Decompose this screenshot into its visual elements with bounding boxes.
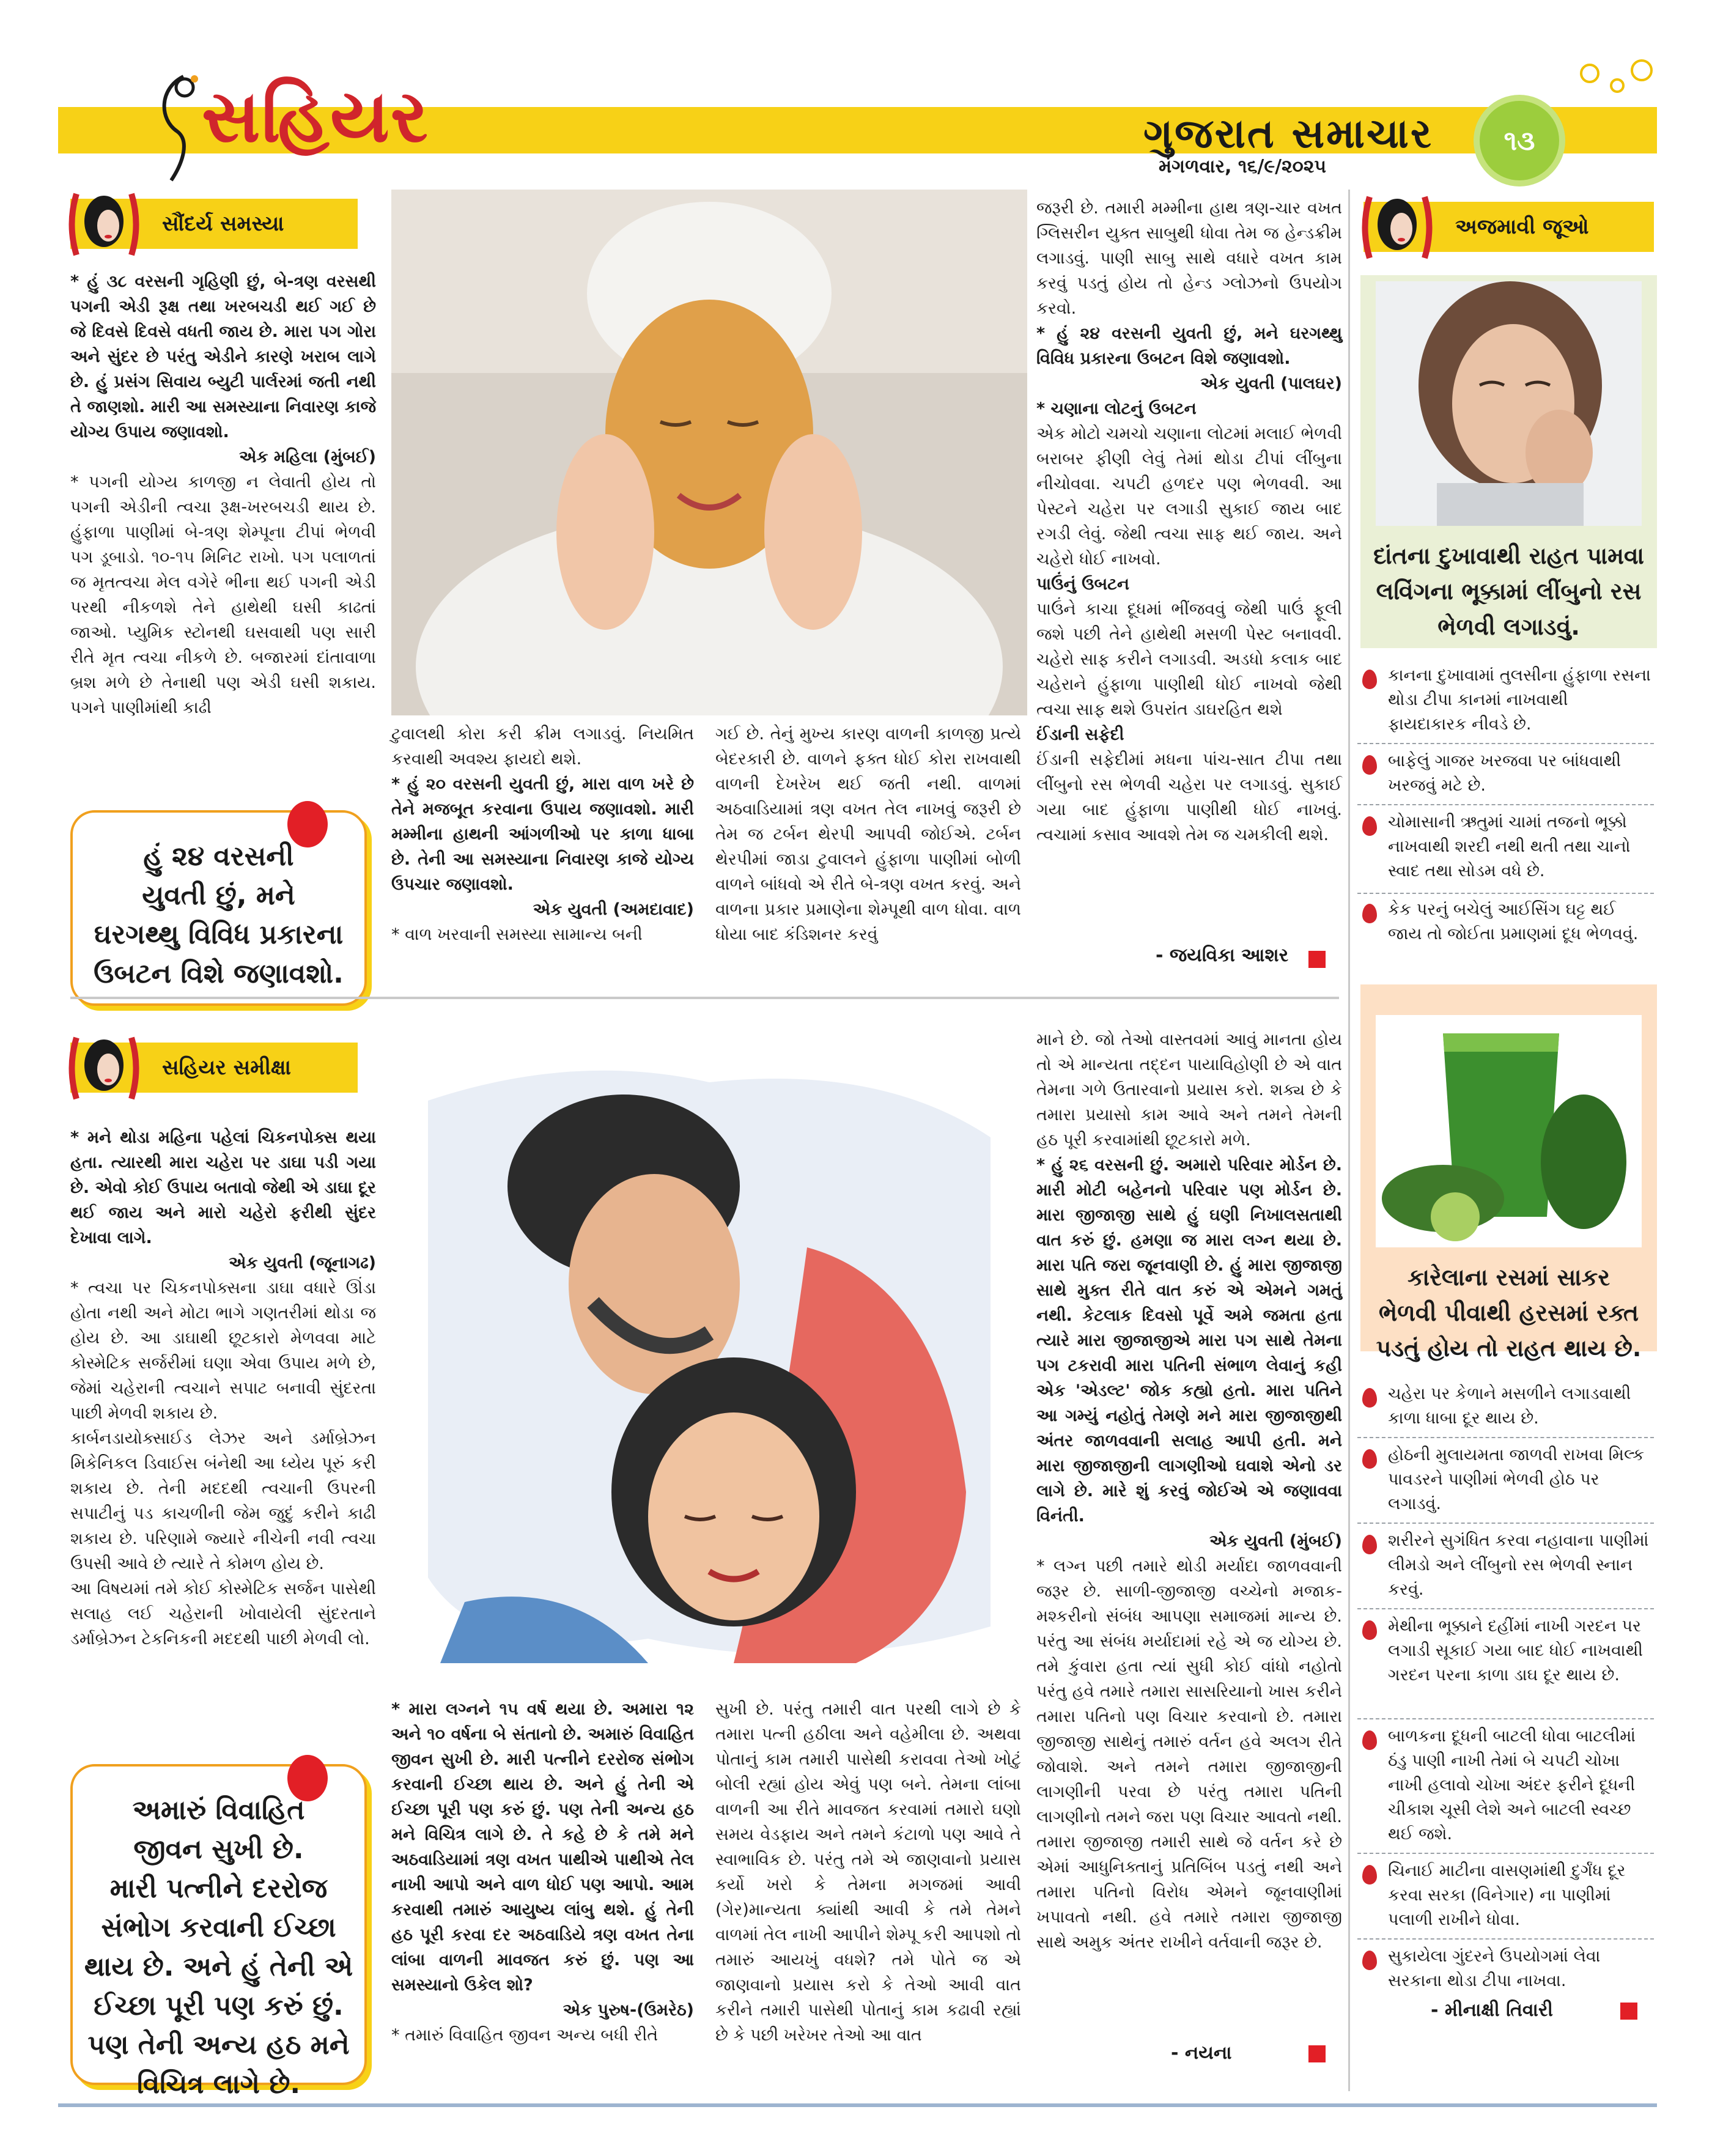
answer-text: * ત્વચા પર ચિકનપોક્સના ડાઘા વધારે ઊંડા હોતા નથી અને મોટા ભાગે ગણતરીમાં થોડા જ હોય છે. આ ડાઘાથી છૂટકારો મેળવવા માટે કોસ્મેટિક સર્જરીમાં ઘણા એવા ઉપાય મળે છે, જેમાં ચહેરાની ત્વચાને સપાટ બનાવી સુંદરતા પાછી મેળવી શકાય છે.	[70, 1279, 376, 1423]
subheading: ઈંડાની સફેદી	[1036, 725, 1124, 744]
tip-divider	[1357, 1523, 1654, 1524]
tip-divider	[1357, 1608, 1654, 1609]
section-title: સૌંદર્ય સમસ્યા	[162, 212, 284, 236]
logo-text: સહિયર	[202, 73, 429, 158]
drop-bullet-icon	[1362, 1388, 1377, 1408]
tip-item: સુકાયેલા ગુંદરને ઉપયોગમાં લેવા સરકાના થોડા ટીપા નાખવા.	[1388, 1947, 1601, 1990]
woman-face-icon	[64, 1032, 144, 1105]
face-mask-photo	[391, 190, 1027, 715]
article1-column-4	[1036, 196, 1342, 847]
section-title: સહિયર સમીક્ષા	[162, 1055, 291, 1080]
section-label-review	[70, 1043, 358, 1093]
answer-text: * વાળ ખરવાની સમસ્યા સામાન્ય બની	[391, 925, 643, 944]
recipe-text: પાઉંને કાચા દૂધમાં ભીંજવવું જેથી પાઉં ફૂલી જશે પછી તેને હાથેથી મસળી પેસ્ટ બનાવવી. ચહેરો સાફ કરીને લગાડવી. અડધો કલાક બાદ ચહેરાને હુંફાળા પાણીથી ધોઈ નાખવો જેથી ત્વચા સાફ થશે ઉપરાંત ડાઘરહિત થશે	[1036, 600, 1342, 719]
drop-bullet-icon	[1362, 1951, 1377, 1970]
drop-bullet-icon	[1362, 1535, 1377, 1554]
section-title: અજમાવી જૂઓ	[1455, 215, 1589, 239]
pull-quote-marriage: અમારું વિવાહિત જીવન સુખી છે. મારી પત્નીને દરરોજ સંભોગ કરવાની ઈચ્છા થાય છે. અને હું તેની એ ઈચ્છા પૂરી પણ કરું છું. પણ તેની અન્ય હઠ મને વિચિત્ર લાગે છે.	[70, 1764, 367, 2085]
signature: એક મહિલા (મુંબઈ)	[238, 448, 376, 467]
drop-bullet-icon	[1362, 755, 1377, 775]
question-text: * હું ૨૬ વરસની છું. અમારો પરિવાર મોર્ડન છે. મારી મોટી બહેનનો પરિવાર પણ મોર્ડન છે. મારા જીજાજી સાથે હું ઘણી નિખાલસતાથી વાત કરું છું. હમણા જ મારા લગ્ન થયા છે. મારા પતિ જરા જૂનવાણી છે. હું મારા જીજાજી સાથે મુક્ત રીતે વાત કરું એ એમને ગમતું નથી. કેટલાક દિવસો પૂર્વે અમે જમતા હતા ત્યારે મારા જીજાજીએ મારા પગ સાથે તેમના પગ ટકરાવી મારા પતિની સંભાળ લેવાનું કહી એક 'એડલ્ટ' જોક કહ્યો હતો. મારા પતિને આ ગમ્યું નહોતું તેમણે મને મારા જીજાજીથી અંતર જાળવવાની સલાહ આપી હતી. મને મારા જીજાજીની લાગણીઓ ઘવાશે એનો ડર લાગે છે. મારે શું કરવું જોઈએ એ જણાવવા વિનંતી.	[1036, 1156, 1342, 1526]
signature: એક યુવતી (મુંબઈ)	[1209, 1532, 1342, 1551]
signature: એક યુવતી (અમદાવાદ)	[533, 900, 694, 919]
page-number-badge: ૧૩	[1480, 101, 1559, 180]
tip-item: મેથીના ભૂક્કાને દહીંમાં નાખી ગરદન પર લગાડી સૂકાઈ ગયા બાદ ધોઈ નાખવાથી ગરદન પરના કાળા ડાઘ દૂર થાય છે.	[1388, 1617, 1643, 1685]
answer-text: * લગ્ન પછી તમારે થોડી મર્યાદા જાળવવાની જરૂર છે. સાળી-જીજાજી વચ્ચેનો મજાક-મશ્કરીનો સંબંધ આપણા સમાજમાં માન્ય છે. પરંતુ આ સંબંધ મર્યાદામાં રહે એ જ યોગ્ય છે. તમે કુંવારા હતા ત્યાં સુધી કોઈ વાંધો નહોતો પરંતુ હવે તમારે તમારા સાસરિયાનો ખાસ કરીને તમારા પતિનો પણ વિચાર કરવાનો છે. તમારા જીજાજી સાથેનું તમારું વર્તન હવે અલગ રીતે જોવાશે. અને તમને તમારા જીજાજીની લાગણીની પરવા છે પરંતુ તમારા પતિની લાગણીનો તમને જરા પણ વિચાર આવતો નથી. તમારા જીજાજી તમારી સાથે જે વર્તન કરે છે એમાં આધુનિક્તાનું પ્રતિબિંબ પડતું નથી અને તમારા પતિનો વિરોધ એમને જૂનવાણીમાં ખપાવતો નથી. હવે તમારે તમારા જીજાજી સાથે અમુક અંતર રાખીને વર્તવાની જરૂર છે.	[1036, 1557, 1342, 1952]
tip-divider	[1357, 1437, 1654, 1438]
tip-divider	[1357, 743, 1654, 744]
signature: એક પુરુષ-(ઉમરેઠ)	[563, 2001, 694, 2020]
question-text: * હું ૩૮ વરસની ગૃહિણી છું, બે-ત્રણ વરસથી પગની એડી રૂક્ષ તથા ખરબચડી થઈ ગઈ છે જે દિવસે દિવસે વધતી જાય છે. મારા પગ ગોરા અને સુંદર છે પરંતુ એડીને કારણે ખરાબ લાગે છે. હું પ્રસંગ સિવાય બ્યુટી પાર્લરમાં જતી નથી તે જાણશો. મારી આ સમસ્યાના નિવારણ કાજે યોગ્ય ઉપાય જણાવશો.	[70, 272, 376, 441]
answer-text: કાર્બનડાયોક્સાઈડ લેઝર અને ડર્માબ્રેઝન મિકેનિકલ ડિવાઈસ બંનેથી આ ધ્યેય પૂરું કરી શકાય છે. તેની મદદથી ત્વચાની ઉપરની સપાટીનું પડ કાચળીની જેમ જુદું કરીને કાઢી શકાય છે. પરિણામે જ્યારે નીચેની નવી ત્વચા ઉપસી આવે છે ત્યારે તે કોમળ હોય છે.	[70, 1429, 376, 1573]
tip-item: બાફેલું ગાજર ખરજવા પર બાંધવાથી ખરજવું મટે છે.	[1388, 751, 1622, 795]
section-label-beauty	[70, 199, 358, 249]
end-mark-icon	[1620, 2003, 1637, 2020]
article2-column-1	[70, 1125, 376, 1652]
question-text: * હું ૨૪ વરસની યુવતી છું, મને ઘરગથ્થુ વિવિધ પ્રકારના ઉબટન વિશે જણાવશો.	[1036, 324, 1342, 368]
recipe-text: એક મોટો ચમચો ચણાના લોટમાં મલાઈ ભેળવી બરાબર ફીણી લેવું તેમાં થોડા ટીપાં લીંબુના નીચોવવા. ચપટી હળદર પણ ભેળવવી. આ પેસ્ટને ચહેરા પર લગાડી સુકાઈ જાય બાદ રગડી લેવું. જેથી ત્વચા સાફ થઈ જાય. અને ચહેરો ધોઈ નાખવો.	[1036, 424, 1342, 569]
article1-column-3: ગઈ છે. તેનું મુખ્ય કારણ વાળની કાળજી પ્રત્યે બેદરકારી છે. વાળને ફક્ત ધોઈ કોરા રાખવાથી વાળની દેખરેખ થઈ જતી નથી. વાળમાં અઠવાડિયામાં ત્રણ વખત તેલ નાખવું જરૂરી છે તેમ જ ટર્બન થેરપી આપવી જોઈએ. ટર્બન થેરપીમાં જાડા ટુવાલને હુંફાળા પાણીમાં બોળી વાળને બાંધવો એ રીતે બે-ત્રણ વખત કરવું. અને વાળના પ્રકાર પ્રમાણેના શેમ્પૂથી વાળ ધોવા. વાળ ધોયા બાદ કંડિશનર કરવું	[715, 725, 1021, 944]
signature: એક યુવતી (પાલઘર)	[1200, 374, 1342, 393]
tip-divider	[1357, 804, 1654, 805]
subheading: પાઉંનું ઉબટન	[1036, 575, 1129, 594]
tip-item: કેક પરનું બચેલું આઈસિંગ ઘટ્ટ થઈ જાય તો જોઈતા પ્રમાણમાં દૂધ ભેળવવું.	[1388, 900, 1639, 943]
tip-item: ચિનાઈ માટીના વાસણમાંથી દુર્ગંધ દૂર કરવા સરકા (વિનેગાર) ના પાણીમાં પલાળી રાખીને ધોવા.	[1388, 1861, 1626, 1929]
tip-headline-toothache: દાંતના દુખાવાથી રાહત પામવા લવિંગના ભૂક્કામાં લીંબુનો રસ ભેળવી લગાડવું.	[1373, 542, 1644, 640]
article2-column-3: સુખી છે. પરંતુ તમારી વાત પરથી લાગે છે કે તમારા પત્ની હઠીલા અને વહેમીલા છે. અથવા પોતાનું કામ તમારી પાસેથી કરાવવા તેઓ ખોટું બોલી રહ્યાં હોય એવું પણ બને. તેમના લાંબા વાળની આ રીતે માવજત કરવામાં તમારો ઘણો સમય વેડફાય અને તમને કંટાળો પણ આવે તે સ્વાભાવિક છે. પરંતુ તમે એ જાણવાનો પ્રયાસ કર્યો ખરો કે તેમના મગજમાં આવી (ગેર)માન્યતા ક્યાંથી આવી કે તમે તેમને વાળમાં તેલ નાખી આપીને શેમ્પૂ કરી આપશો તો તમારું આયખું વધશે? તમે પોતે જ એ જાણવાનો પ્રયાસ કરો કે તેઓ આવી વાત કરીને તમારી પાસેથી પોતાનું કામ કઢાવી રહ્યાં છે કે પછી ખરેખર તેઓ આ વાત	[715, 1700, 1021, 2045]
article2-column-2	[391, 1697, 694, 2048]
drop-bullet-icon	[1362, 670, 1377, 689]
drop-bullet-icon	[1362, 904, 1377, 923]
article2-column-4	[1036, 1027, 1342, 1955]
tip-divider	[1357, 1938, 1654, 1940]
woman-face-icon	[64, 188, 144, 261]
question-text: * મારા લગ્નને ૧૫ વર્ષ થયા છે. અમારા ૧૨ અને ૧૦ વર્ષના બે સંતાનો છે. અમારું વિવાહિત જીવન સુખી છે. મારી પત્નીને દરરોજ સંભોગ કરવાની ઈચ્છા થાય છે. અને હું તેની એ ઈચ્છા પૂરી પણ કરું છું. પણ તેની અન્ય હઠ મને વિચિત્ર લાગે છે. તે કહે છે કે તમે મને અઠવાડિયામાં ત્રણ વખત પાથીએ પાથીએ તેલ નાખી આપો અને વાળ ધોઈ પણ આપો. આમ કરવાથી તમારું આયુષ્ય લાંબુ થશે. હું તેની હઠ પૂરી કરવા દર અઠવાડિયે ત્રણ વખત તેના લાંબા વાળની માવજત કરું છું. પણ આ સમસ્યાનો ઉકેલ શો?	[391, 1700, 694, 1995]
tip-headline-bitter-gourd: કારેલાના રસમાં સાકર ભેળવી પીવાથી હરસમાં રક્ત પડતું હોય તો રાહત થાય છે.	[1376, 1264, 1642, 1362]
pull-quote-ubtan: હું ૨૪ વરસની યુવતી છું, મને ઘરગથ્થુ વિવિધ પ્રકારના ઉબટન વિશે જણાવશો.	[70, 810, 367, 1006]
tip-item: શરીરને સુગંધિત કરવા નહાવાના પાણીમાં લીમડો અને લીંબુનો રસ ભેળવી સ્નાન કરવું.	[1388, 1531, 1649, 1599]
signature: એક યુવતી (જૂનાગઢ)	[229, 1253, 376, 1272]
drop-bullet-icon	[1362, 1449, 1377, 1469]
tip-divider	[1357, 1853, 1654, 1854]
drop-bullet-icon	[1362, 1620, 1377, 1640]
answer-text: * પગની યોગ્ય કાળજી ન લેવાતી હોય તો પગની એડીની ત્વચા રૂક્ષ-ખરબચડી થાય છે. હુંફાળા પાણીમાં બે-ત્રણ શેમ્પૂના ટીપાં ભેળવી પગ ડૂબાડો. ૧૦-૧૫ મિનિટ રાખો. પગ પલાળતાં જ મૃતત્વચા મેલ વગેરે ભીના થઈ પગની એડી પરથી નીકળશે તેને હાથેથી ઘસી કાઢતાં જાઓ. પ્યુમિક સ્ટોનથી ઘસવાથી પણ સારી રીતે મૃત ત્વચા નીકળે છે. બજારમાં દાંતાવાળા બ્રશ મળે છે તેનાથી પણ એડી ઘસી શકાય. પગને પાણીમાંથી કાઢી	[70, 473, 376, 717]
article1-column-1	[70, 269, 376, 720]
column-gutter-rule	[1348, 190, 1350, 2091]
tip-divider	[1357, 1718, 1654, 1719]
issue-date: મંગળવાર, ૧૬/૯/૨૦૨૫	[1159, 156, 1327, 177]
drop-bullet-icon	[1362, 816, 1377, 836]
tip-item: કાનના દુખાવામાં તુલસીના હુંફાળા રસના થોડા ટીપા કાનમાં નાખવાથી ફાયદાકારક નીવડે છે.	[1388, 666, 1651, 734]
question-text: * હું ૨૦ વરસની યુવતી છું, મારા વાળ ખરે છે તેને મજબૂત કરવાના ઉપાય જણાવશો. મારી મમ્મીના હાથની આંગળીઓ પર કાળા ધાબા છે. તેની આ સમસ્યાના નિવારણ કાજે યોગ્ય ઉપચાર જણાવશો.	[391, 775, 694, 894]
flower-decoration-icon	[1571, 55, 1657, 110]
speech-bubble-icon	[287, 1755, 328, 1801]
woman-face-icon	[1357, 191, 1437, 264]
answer-text: જરૂરી છે. તમારી મમ્મીના હાથ ત્રણ-ચાર વખત ગ્લિસરીન યુક્ત સાબુથી ધોવા તેમ જ હેન્ડક્રીમ લગાડવું. પાણી સાબુ સાથે વધારે વખત કામ કરવું પડતું હોય તો હેન્ડ ગ્લોઝનો ઉપયોગ કરવો.	[1036, 199, 1342, 318]
tip-item: ચહેરા પર કેળાને મસળીને લગાડવાથી કાળા ધાબા દૂર થાય છે.	[1388, 1384, 1631, 1428]
speech-bubble-icon	[287, 801, 328, 847]
couple-illustration	[391, 1027, 1027, 1688]
newspaper-name: ગુજરાત સમાચાર	[1143, 110, 1433, 157]
answer-text: * તમારું વિવાહિત જીવન અન્ય બધી રીતે	[391, 2026, 659, 2045]
author-byline: - મીનાક્ષી તિવારી	[1431, 1999, 1553, 2021]
bitter-gourd-juice-photo	[1376, 1015, 1642, 1247]
end-mark-icon	[1308, 2045, 1326, 2062]
recipe-text: ઈંડાની સફેદીમાં મધના પાંચ-સાત ટીપા તથા લીંબુનો રસ ભેળવી ચહેરા પર લગાડવું. સુકાઈ ગયા બાદ હુંફાળા પાણીથી ધોઈ નાખવું. ત્વચામાં કસાવ આવશે તેમ જ ચમકીલી થશે.	[1036, 750, 1342, 844]
article1-column-2	[391, 722, 694, 947]
footer-rule	[58, 2103, 1657, 2107]
question-text: * મને થોડા મહિના પહેલાં ચિકનપોક્સ થયા હતા. ત્યારથી મારા ચહેરા પર ડાઘા પડી ગયા છે. એવો કોઈ ઉપાય બતાવો જેથી એ ડાઘા દૂર થઈ જાય અને મારો ચહેરો ફરીથી સુંદર દેખાવા લાગે.	[70, 1128, 376, 1247]
tip-divider	[1357, 893, 1654, 894]
author-byline: - નયના	[1171, 2042, 1232, 2064]
drop-bullet-icon	[1362, 1865, 1377, 1885]
tip-item: બાળકના દૂધની બાટલી ધોવા બાટલીમાં ઠંડુ પાણી નાખી તેમાં બે ચપટી ચોખા નાખી હલાવો ચોખા અંદર ફરીને દૂધની ચીકાશ ચૂસી લેશે અને બાટલી સ્વચ્છ થઈ જશે.	[1388, 1727, 1636, 1844]
section-divider	[70, 997, 1339, 999]
author-byline: - જયવિકા આશર	[1156, 945, 1289, 966]
drop-bullet-icon	[1362, 1730, 1377, 1750]
answer-text: માને છે. જો તેઓ વાસ્તવમાં આવું માનતા હોય તો એ માન્યતા તદ્દન પાયાવિહોણી છે એ વાત તેમના ગળે ઉતારવાનો પ્રયાસ કરો. શક્ય છે કે તમારા પ્રયાસો કામ આવે અને તમને તેમની હઠ પૂરી કરવામાંથી છૂટકારો મળે.	[1036, 1030, 1342, 1150]
end-mark-icon	[1308, 951, 1326, 968]
subheading: * ચણાના લોટનું ઉબટન	[1036, 399, 1197, 418]
logo-figure-icon	[147, 70, 208, 186]
tip-item: ચોમાસાની ઋતુમાં ચામાં તજનો ભૂક્કો નાખવાથી શરદી નથી થતી તથા ચાનો સ્વાદ તથા સોડમ વધે છે.	[1388, 813, 1631, 880]
answer-text: આ વિષયમાં તમે કોઈ કોસ્મેટિક સર્જન પાસેથી સલાહ લઈ ચહેરાની ખોવાયેલી સુંદરતાને ડર્માબ્રેઝન ટેકનિકની મદદથી પાછી મેળવી લો.	[70, 1579, 376, 1648]
tip-item: હોઠની મુલાયમતા જાળવી રાખવા મિલ્ક પાવડરને પાણીમાં ભેળવી હોઠ પર લગાડવું.	[1388, 1445, 1645, 1513]
answer-text: ટુવાલથી કોરા કરી ક્રીમ લગાડવું. નિયમિત કરવાથી અવશ્ય ફાયદો થશે.	[391, 725, 694, 769]
toothache-photo	[1376, 281, 1642, 526]
section-label-try	[1363, 202, 1654, 252]
